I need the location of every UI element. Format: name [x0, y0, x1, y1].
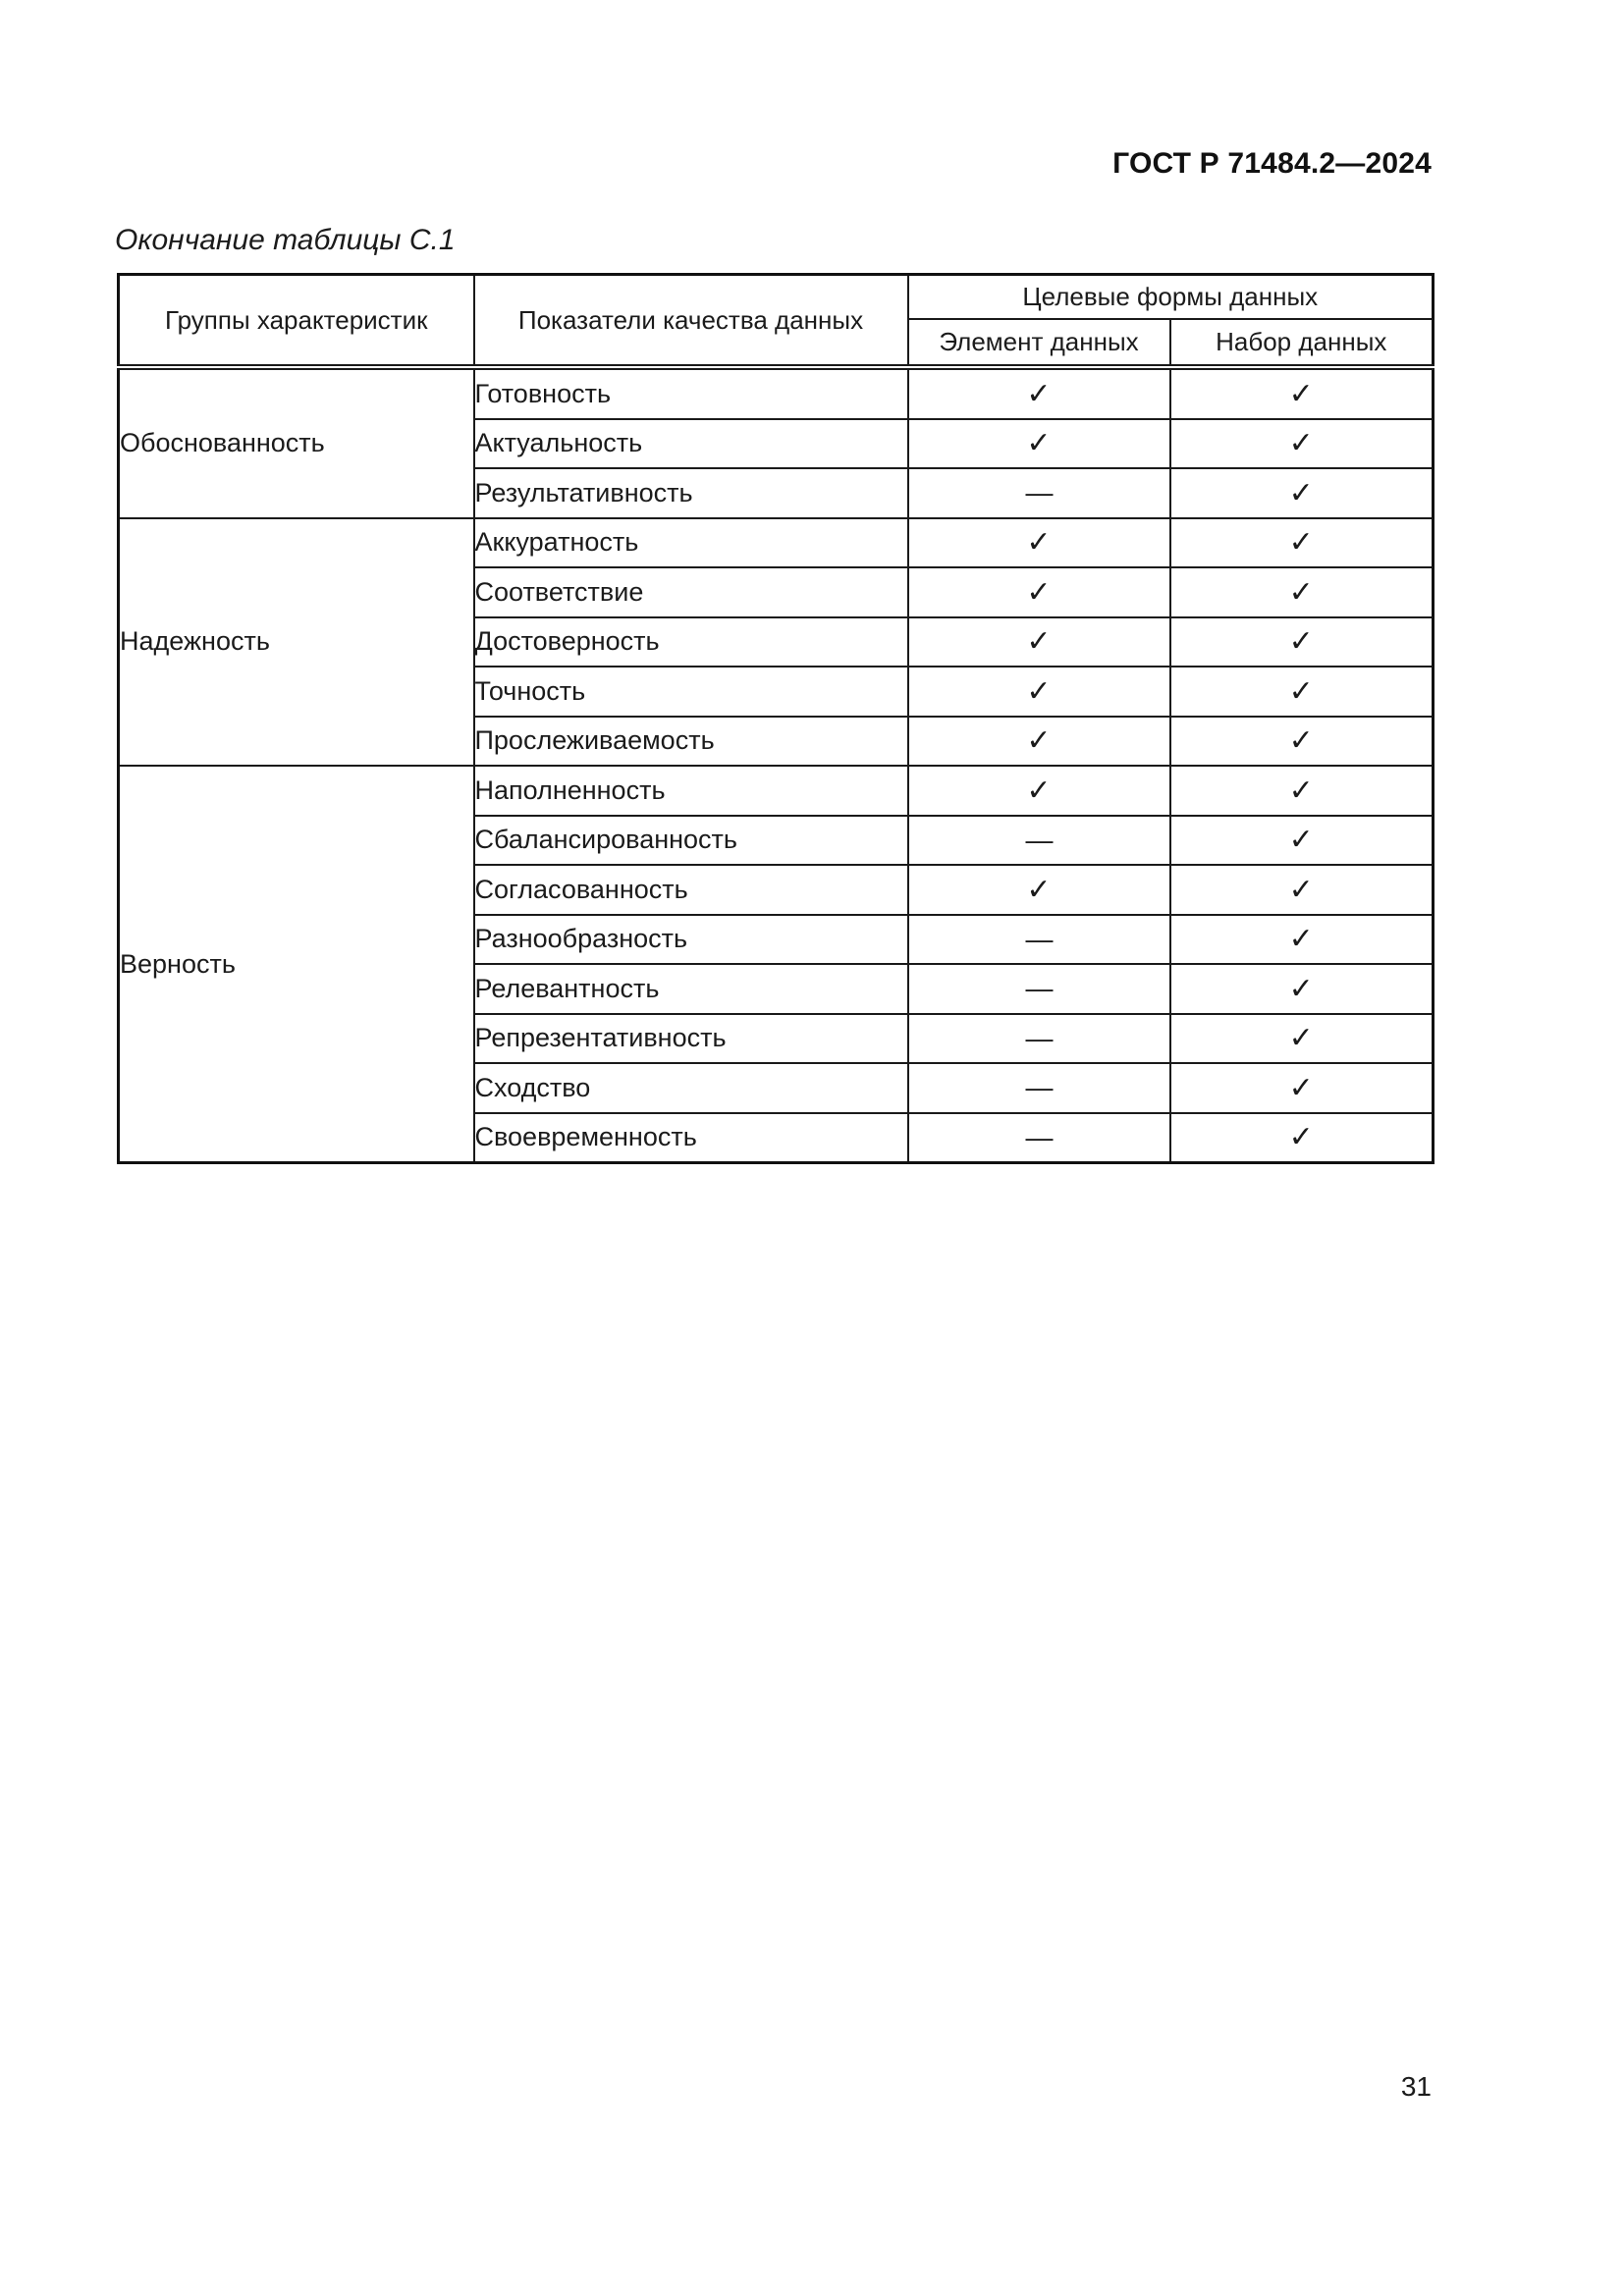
- indicator-cell: Результативность: [474, 468, 908, 518]
- page-number: 31: [1400, 2071, 1432, 2102]
- check-mark: ✓: [1288, 923, 1314, 956]
- check-mark: ✓: [1288, 1022, 1314, 1055]
- set-mark-cell: [1170, 816, 1434, 866]
- table-header: [119, 275, 1434, 368]
- check-mark: ✓: [1288, 377, 1314, 410]
- check-mark: ✓: [1026, 674, 1052, 708]
- indicator-cell: Точность: [474, 667, 908, 717]
- table-row: [119, 518, 1434, 568]
- element-mark-cell: [908, 766, 1170, 816]
- column-header-data-element: Элемент данных: [908, 319, 1170, 367]
- element-mark-cell: [908, 518, 1170, 568]
- dash-mark: —: [1025, 824, 1053, 855]
- element-mark-cell: [908, 816, 1170, 866]
- indicator-cell: Согласованность: [474, 865, 908, 915]
- table-row: [119, 766, 1434, 816]
- table-body: [119, 367, 1434, 1163]
- indicator-cell: Готовность: [474, 367, 908, 419]
- element-mark-cell: [908, 468, 1170, 518]
- set-mark-cell: [1170, 419, 1434, 469]
- set-mark-cell: [1170, 667, 1434, 717]
- data-quality-table: [117, 273, 1435, 1164]
- check-mark: ✓: [1288, 1071, 1314, 1104]
- element-mark-cell: [908, 617, 1170, 667]
- set-mark-cell: [1170, 766, 1434, 816]
- set-mark-cell: [1170, 1063, 1434, 1113]
- indicator-cell: Своевременность: [474, 1113, 908, 1163]
- indicator-cell: Наполненность: [474, 766, 908, 816]
- check-mark: ✓: [1288, 575, 1314, 609]
- set-mark-cell: [1170, 567, 1434, 617]
- set-mark-cell: [1170, 468, 1434, 518]
- dash-mark: —: [1025, 1072, 1053, 1103]
- indicator-cell: Разнообразность: [474, 915, 908, 965]
- dash-mark: —: [1025, 923, 1053, 954]
- check-mark: ✓: [1026, 625, 1052, 659]
- element-mark-cell: [908, 1113, 1170, 1163]
- indicator-cell: Сходство: [474, 1063, 908, 1113]
- header-row-top: [119, 275, 1434, 320]
- check-mark: ✓: [1288, 526, 1314, 560]
- element-mark-cell: [908, 865, 1170, 915]
- set-mark-cell: [1170, 915, 1434, 965]
- element-mark-cell: [908, 1014, 1170, 1064]
- element-mark-cell: [908, 419, 1170, 469]
- set-mark-cell: [1170, 367, 1434, 419]
- table-caption: Окончание таблицы С.1: [115, 224, 456, 256]
- indicator-cell: Достоверность: [474, 617, 908, 667]
- column-header-data-set: Набор данных: [1170, 319, 1434, 367]
- check-mark: ✓: [1288, 1121, 1314, 1154]
- check-mark: ✓: [1288, 774, 1314, 807]
- standard-number-header: ГОСТ Р 71484.2—2024: [1112, 147, 1432, 180]
- indicator-cell: Аккуратность: [474, 518, 908, 568]
- dash-mark: —: [1025, 1022, 1053, 1053]
- check-mark: ✓: [1026, 526, 1052, 560]
- dash-mark: —: [1025, 973, 1053, 1004]
- indicator-cell: Прослеживаемость: [474, 717, 908, 767]
- check-mark: ✓: [1026, 873, 1052, 906]
- check-mark: ✓: [1288, 824, 1314, 857]
- column-header-groups: Группы характеристик: [119, 275, 474, 368]
- element-mark-cell: [908, 964, 1170, 1014]
- check-mark: ✓: [1288, 724, 1314, 758]
- check-mark: ✓: [1288, 674, 1314, 708]
- check-mark: ✓: [1026, 377, 1052, 410]
- check-mark: ✓: [1026, 427, 1052, 460]
- dash-mark: —: [1025, 1121, 1053, 1152]
- element-mark-cell: [908, 667, 1170, 717]
- check-mark: ✓: [1288, 625, 1314, 659]
- check-mark: ✓: [1288, 873, 1314, 906]
- indicator-cell: Релевантность: [474, 964, 908, 1014]
- set-mark-cell: [1170, 964, 1434, 1014]
- check-mark: ✓: [1026, 724, 1052, 758]
- column-header-target-forms: Целевые формы данных: [908, 275, 1434, 320]
- check-mark: ✓: [1288, 972, 1314, 1005]
- indicator-cell: Сбалансированность: [474, 816, 908, 866]
- table-row: [119, 367, 1434, 419]
- set-mark-cell: [1170, 1014, 1434, 1064]
- check-mark: ✓: [1288, 427, 1314, 460]
- element-mark-cell: [908, 1063, 1170, 1113]
- element-mark-cell: [908, 717, 1170, 767]
- set-mark-cell: [1170, 865, 1434, 915]
- set-mark-cell: [1170, 717, 1434, 767]
- check-mark: ✓: [1288, 476, 1314, 509]
- group-cell: Надежность: [119, 518, 474, 767]
- element-mark-cell: [908, 915, 1170, 965]
- element-mark-cell: [908, 567, 1170, 617]
- group-cell: Обоснованность: [119, 367, 474, 518]
- set-mark-cell: [1170, 617, 1434, 667]
- element-mark-cell: [908, 367, 1170, 419]
- group-cell: Верность: [119, 766, 474, 1163]
- indicator-cell: Репрезентативность: [474, 1014, 908, 1064]
- check-mark: ✓: [1026, 774, 1052, 807]
- dash-mark: —: [1025, 477, 1053, 508]
- set-mark-cell: [1170, 518, 1434, 568]
- column-header-indicators: Показатели качества данных: [474, 275, 908, 368]
- check-mark: ✓: [1026, 575, 1052, 609]
- indicator-cell: Соответствие: [474, 567, 908, 617]
- set-mark-cell: [1170, 1113, 1434, 1163]
- indicator-cell: Актуальность: [474, 419, 908, 469]
